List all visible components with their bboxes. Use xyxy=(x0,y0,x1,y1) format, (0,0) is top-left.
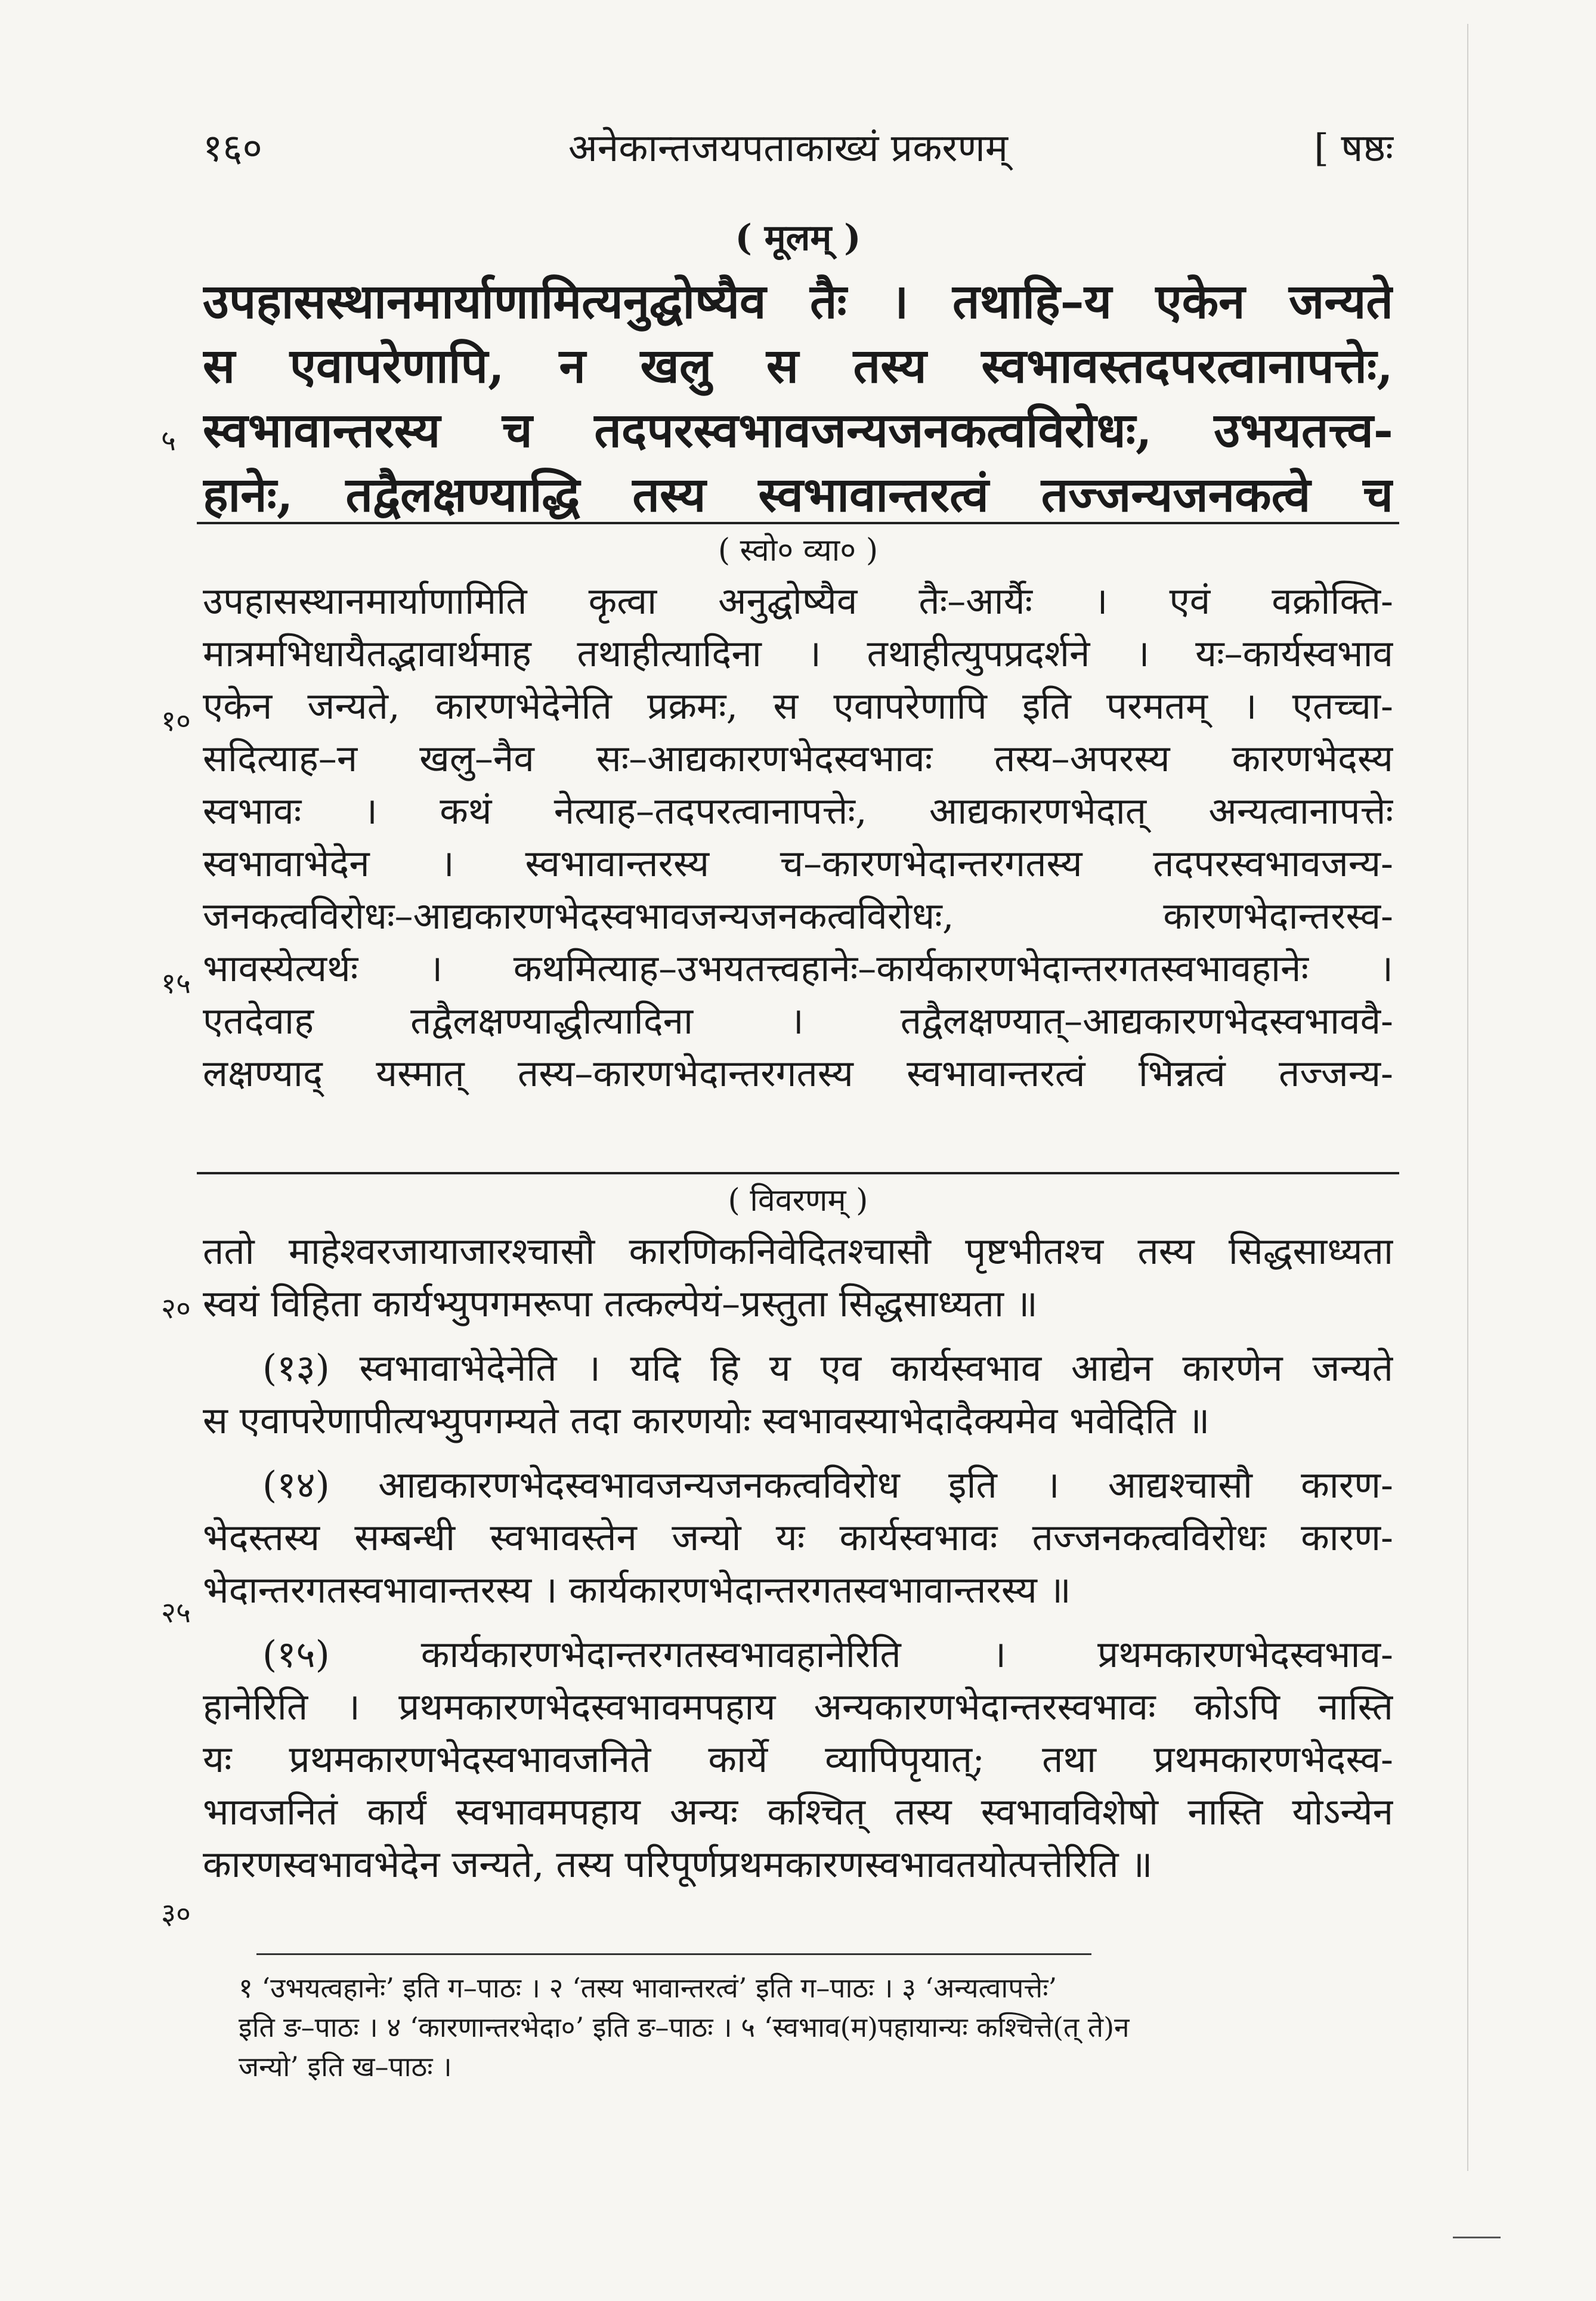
vivaranam-line: (१३) स्वभावाभेदेनेति । यदि हि य एव कार्यस्वभाव आद्येन कारणेन जन्यते xyxy=(262,1346,1393,1390)
vivaranam-line: (१५) कार्यकारणभेदान्तरगतस्वभावहानेरिति । प्रथमकारणभेदस्वभाव- xyxy=(262,1632,1393,1676)
vyakhya-line: एकेन जन्यते, कारणभेदेनेति प्रक्रमः, स एवापरेणापि इति परमतम् । एतच्चा- xyxy=(203,684,1393,728)
vivaranam-line: यः प्रथमकारणभेदस्वभावजनिते कार्ये व्यापिपृयात्; तथा प्रथमकारणभेदस्व- xyxy=(203,1737,1393,1781)
mulam-line: हानेः, तद्वैलक्षण्याद्धि तस्य स्वभावान्तरत्वं तज्जन्यजनकत्वे च xyxy=(203,466,1393,522)
section-divider xyxy=(197,522,1399,524)
line-number: १० xyxy=(161,704,191,738)
mulam-line: स एवापरेणापि, न खलु स तस्य स्वभावस्तदपरत्वानापत्तेः, xyxy=(203,338,1393,394)
mulam-section xyxy=(203,212,1393,527)
vivaranam-line: ततो माहेश्वरजायाजारश्चासौ कारणिकनिवेदितश्चासौ पृष्टभीतश्च तस्य सिद्धसाध्यता xyxy=(203,1229,1393,1273)
running-title: अनेकान्तजयपताकाख्यं प्रकरणम् xyxy=(568,126,1009,171)
vivaranam-line: भावजनितं कार्यं स्वभावमपहाय अन्यः कश्चित् तस्य स्वभावविशेषो नास्ति योऽन्येन xyxy=(203,1790,1393,1833)
line-number: २० xyxy=(161,1292,191,1325)
footnote-divider xyxy=(256,1953,1091,1955)
vivaranam-line: स एवापरेणापीत्यभ्युपगम्यते तदा कारणयोः स्वभावस्याभेदादैक्यमेव भवेदिति ॥ xyxy=(203,1399,1210,1442)
vyakhya-line: एतदेवाह तद्वैलक्षण्याद्धीत्यादिना । तद्वैलक्षण्यात्–आद्यकारणभेदस्वभाववै- xyxy=(203,999,1393,1043)
vyakhya-section xyxy=(203,528,1393,1100)
vyakhya-line: सदित्याह–न खलु–नैव सः–आद्यकारणभेदस्वभावः तस्य–अपरस्य कारणभेदस्य xyxy=(203,737,1393,780)
vyakhya-line: उपहासस्थानमार्याणामिति कृत्वा अनुद्घोष्यैव तैः–आर्यैः । एवं वक्रोक्ति- xyxy=(203,579,1393,623)
vyakhya-line: जनकत्वविरोधः–आद्यकारणभेदस्वभावजन्यजनकत्वविरोधः, कारणभेदान्तरस्व- xyxy=(203,894,1393,938)
vivaranam-line: भेदान्तरगतस्वभावान्तरस्य । कार्यकारणभेदान्तरगतस्वभावान्तरस्य ॥ xyxy=(203,1568,1071,1612)
mulam-line: स्वभावान्तरस्य च तदपरस्वभावजन्यजनकत्वविरोधः, उभयतत्त्व- xyxy=(203,402,1393,458)
page-number: १६० xyxy=(203,126,262,171)
line-number: ३० xyxy=(161,1897,191,1931)
vivaranam-line: कारणस्वभावभेदेन जन्यते, तस्य परिपूर्णप्रथमकारणस्वभावतयोत्पत्तेरिति ॥ xyxy=(203,1842,1153,1886)
vyakhya-heading: ( स्वो० व्या० ) xyxy=(717,533,879,568)
line-number: १५ xyxy=(161,967,191,1000)
vivaranam-line: स्वयं विहिता कार्यभ्युपगमरूपा तत्कल्पेयं–प्रस्तुता सिद्धसाध्यता ॥ xyxy=(203,1282,1038,1325)
footnote-line: इति ङ–पाठः । ४ ‘कारणान्तरभेदा०’ इति ङ–पाठः । ५ ‘स्वभाव(म)पहायान्यः कश्चित्ते(त् ते)न xyxy=(239,2011,1130,2043)
vyakhya-line: स्वभावः । कथं नेत्याह–तदपरत्वानापत्तेः, आद्यकारणभेदात् अन्यत्वानापत्तेः xyxy=(203,789,1393,833)
vivaranam-line: हानेरिति । प्रथमकारणभेदस्वभावमपहाय अन्यकारणभेदान्तरस्वभावः कोऽपि नास्ति xyxy=(203,1685,1393,1728)
line-number: २५ xyxy=(161,1596,191,1629)
section-label: [ षष्ठः xyxy=(1314,126,1393,171)
vyakhya-line: लक्षण्याद् यस्मात् तस्य–कारणभेदान्तरगतस्य स्वभावान्तरत्वं भिन्नत्वं तज्जन्य- xyxy=(203,1051,1393,1095)
section-divider xyxy=(197,1172,1399,1174)
page-header xyxy=(203,119,1393,173)
vivaranam-line: (१४) आद्यकारणभेदस्वभावजन्यजनकत्वविरोध इति । आद्यश्चासौ कारण- xyxy=(262,1463,1393,1507)
footnotes xyxy=(239,1968,1381,2086)
vivaranam-line: भेदस्तस्य सम्बन्धी स्वभावस्तेन जन्यो यः कार्यस्वभावः तज्जनकत्वविरोधः कारण- xyxy=(203,1516,1393,1559)
vivaranam-section xyxy=(203,1178,1393,1891)
vyakhya-line: मात्रमभिधायैतद्भावार्थमाह तथाहीत्यादिना । तथाहीत्युपप्रदर्शने । यः–कार्यस्वभाव xyxy=(203,632,1393,675)
vivaranam-heading: ( विवरणम् ) xyxy=(728,1183,868,1218)
vyakhya-line: भावस्येत्यर्थः । कथमित्याह–उभयतत्त्वहानेः–कार्यकारणभेदान्तरगतस्वभावहानेः । xyxy=(203,947,1393,990)
mulam-line: उपहासस्थानमार्याणामित्यनुद्घोष्यैव तैः । तथाहि–य एकेन जन्यते xyxy=(203,273,1393,329)
margin-mark xyxy=(1453,2237,1501,2238)
mulam-heading: ( मूलम् ) xyxy=(735,217,861,259)
page-edge-shadow xyxy=(1467,24,1471,2171)
vyakhya-line: स्वभावाभेदेन । स्वभावान्तरस्य च–कारणभेदान्तरगतस्य तदपरस्वभावजन्य- xyxy=(203,842,1393,885)
line-number: ५ xyxy=(161,424,176,457)
footnote-line: १ ‘उभयत्वहानेः’ इति ग–पाठः । २ ‘तस्य भावान्तरत्वं’ इति ग–पाठः । ३ ‘अन्यत्वापत्तेः’ xyxy=(239,1972,1057,2004)
footnote-line: जन्यो’ इति ख–पाठः । xyxy=(239,2051,452,2083)
